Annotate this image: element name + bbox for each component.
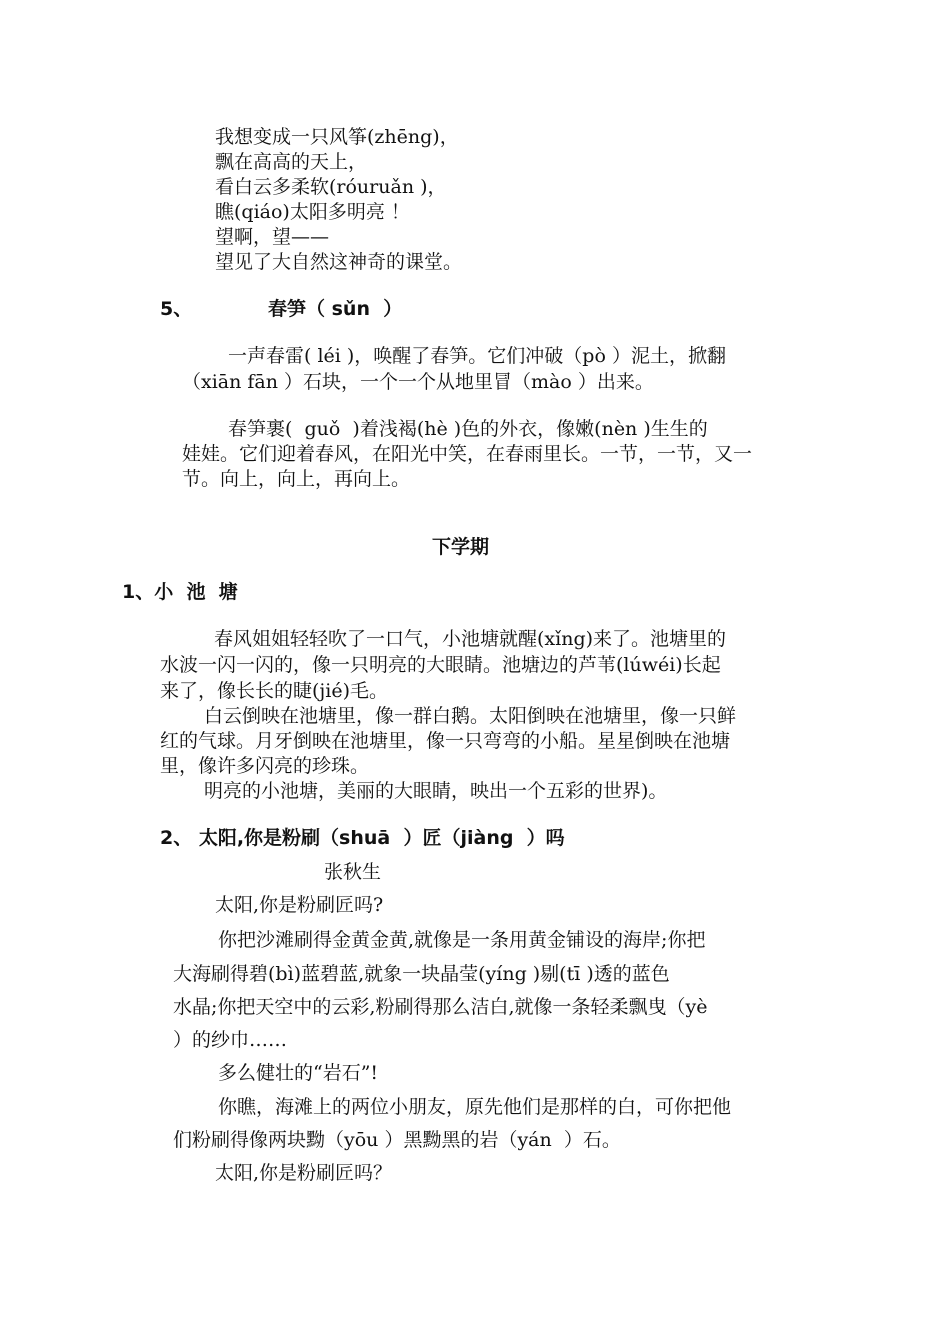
- paragraph-line: 多么健壮的“岩石”!: [218, 1062, 379, 1084]
- lesson-title: 1、小 池 塘: [122, 581, 238, 603]
- paragraph-line: 来了，像长长的睫(jié)毛。: [160, 680, 389, 702]
- author: 张秋生: [324, 861, 382, 883]
- section-title: 春笋（ sǔn ）: [268, 298, 403, 320]
- poem-line: 飘在高高的天上，: [215, 151, 368, 173]
- paragraph-line: 节。向上，向上，再向上。: [182, 468, 411, 490]
- paragraph-line: 水波一闪一闪的，像一只明亮的大眼睛。池塘边的芦苇(lúwéi)长起: [160, 654, 721, 676]
- paragraph-line: 里，像许多闪亮的珍珠。: [160, 755, 370, 777]
- paragraph-line: ）的纱巾……: [173, 1029, 288, 1051]
- poem-line: 望啊，望——: [215, 226, 330, 248]
- poem-line: 瞧(qiáo)太阳多明亮 ！: [215, 201, 410, 223]
- paragraph-line: 水晶;你把天空中的云彩,粉刷得那么洁白,就像一条轻柔飘曳（yè: [173, 996, 708, 1018]
- paragraph-line: 一声春雷( léi )，唤醒了春笋。它们冲破（pò ）泥土，掀翻: [228, 345, 726, 367]
- paragraph-line: （xiān fān ）石块，一个一个从地里冒（mào ）出来。: [182, 371, 654, 393]
- lesson-title: 2、 太阳,你是粉刷（shuā ）匠（jiàng ）吗: [160, 827, 565, 849]
- paragraph-line: 明亮的小池塘，美丽的大眼睛，映出一个五彩的世界)。: [204, 780, 668, 802]
- paragraph-line: 太阳,你是粉刷匠吗?: [215, 894, 384, 916]
- paragraph-line: 娃娃。它们迎着春风，在阳光中笑，在春雨里长。一节，一节，又一: [182, 443, 753, 465]
- semester-heading: 下学期: [432, 536, 490, 558]
- paragraph-line: 白云倒映在池塘里，像一群白鹅。太阳倒映在池塘里，像一只鲜: [204, 705, 737, 727]
- paragraph-line: 春笋裹( guǒ )着浅褐(hè )色的外衣，像嫩(nèn )生生的: [228, 418, 708, 440]
- paragraph-line: 你瞧，海滩上的两位小朋友，原先他们是那样的白，可你把他: [218, 1096, 732, 1118]
- paragraph-line: 红的气球。月牙倒映在池塘里，像一只弯弯的小船。星星倒映在池塘: [160, 730, 731, 752]
- paragraph-line: 春风姐姐轻轻吹了一口气，小池塘就醒(xǐng)来了。池塘里的: [214, 628, 727, 650]
- poem-line: 望见了大自然这神奇的课堂。: [215, 251, 463, 273]
- section-number: 5、: [160, 298, 193, 320]
- poem-line: 我想变成一只风筝(zhēng)，: [215, 126, 459, 148]
- poem-line: 看白云多柔软(róuruǎn )，: [215, 176, 447, 198]
- paragraph-line: 你把沙滩刷得金黄金黄,就像是一条用黄金铺设的海岸;你把: [218, 929, 706, 951]
- paragraph-line: 们粉刷得像两块黝（yōu ）黑黝黑的岩（yán ）石。: [173, 1129, 621, 1151]
- paragraph-line: 太阳,你是粉刷匠吗？: [215, 1162, 393, 1184]
- paragraph-line: 大海刷得碧(bì)蓝碧蓝,就象一块晶莹(yíng )剔(tī )透的蓝色: [173, 963, 670, 985]
